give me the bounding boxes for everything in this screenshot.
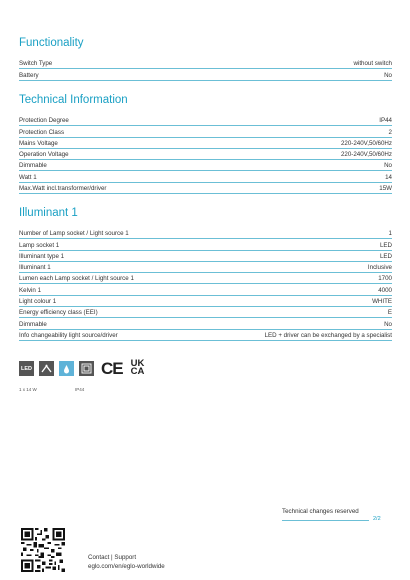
section-title-functionality: Functionality — [19, 37, 84, 49]
beam-angle-icon — [39, 361, 54, 376]
led-icon-label: LED — [21, 365, 32, 372]
table-row — [19, 228, 392, 239]
section-title-illuminant: Illuminant 1 — [19, 207, 78, 219]
row-value: LED — [379, 241, 392, 249]
page-number: 2/2 — [373, 516, 381, 522]
ip-caption: IP44 — [75, 387, 85, 392]
row-label: Kelvin 1 — [19, 286, 42, 294]
table-row — [19, 251, 392, 262]
row-label: Number of Lamp socket / Light source 1 — [19, 230, 129, 238]
table-row — [19, 330, 392, 341]
row-label: Battery — [19, 71, 39, 79]
row-label: Illuminant 1 — [19, 264, 51, 272]
row-value: 15W — [379, 185, 392, 193]
table-row — [19, 239, 392, 250]
row-value: LED + driver can be exchanged by a specialist — [264, 331, 392, 339]
row-label: Operation Voltage — [19, 151, 69, 159]
row-label: Protection Degree — [19, 117, 69, 125]
technical-information-table — [19, 115, 392, 194]
illuminant-table — [19, 228, 392, 341]
table-row — [19, 58, 392, 69]
row-value: LED — [379, 252, 392, 260]
row-value: 14 — [385, 173, 392, 181]
table-row — [19, 126, 392, 137]
row-value: 1 — [388, 230, 392, 238]
table-row — [19, 115, 392, 126]
row-value: No — [384, 71, 392, 79]
table-row — [19, 69, 392, 80]
table-row — [19, 160, 392, 171]
row-value: Inclusive — [367, 264, 392, 272]
footer-divider — [282, 520, 369, 521]
qr-code-icon[interactable] — [21, 528, 65, 572]
ukca-mark-icon — [131, 360, 145, 376]
contact-support-label: Contact | Support — [88, 554, 137, 561]
ukca-top: UK — [130, 358, 145, 369]
row-value: 4000 — [378, 286, 392, 294]
water-drop-glyph — [61, 363, 72, 375]
table-row — [19, 284, 392, 295]
row-label: Info changeability light source/driver — [19, 331, 118, 339]
technical-changes-note: Technical changes reserved — [282, 508, 359, 515]
table-row — [19, 149, 392, 160]
row-value: IP44 — [379, 117, 392, 125]
table-row — [19, 171, 392, 182]
table-row — [19, 138, 392, 149]
feature-icons-row — [19, 360, 144, 376]
row-label: Illuminant type 1 — [19, 252, 65, 260]
row-label: Light colour 1 — [19, 298, 57, 306]
row-value: 1700 — [378, 275, 392, 283]
table-row — [19, 307, 392, 318]
row-value: WHITE — [372, 298, 392, 306]
row-label: Watt 1 — [19, 173, 37, 181]
row-value: 2 — [388, 128, 392, 136]
water-drop-icon — [59, 361, 74, 376]
row-value: without switch — [353, 60, 392, 68]
row-value: No — [384, 320, 392, 328]
row-label: Max.Watt incl.transformer/driver — [19, 185, 107, 193]
section-title-technical-information: Technical Information — [19, 94, 128, 106]
contact-url-link[interactable]: eglo.com/en/eglo-worldwide — [88, 563, 165, 570]
row-label: Mains Voltage — [19, 139, 58, 147]
contact-block — [88, 553, 165, 571]
led-icon — [19, 361, 34, 376]
functionality-table — [19, 58, 392, 81]
row-label: Dimmable — [19, 162, 47, 170]
led-caption: 1 x 14 W — [19, 387, 37, 392]
ukca-bottom: CA — [130, 366, 145, 377]
double-square-glyph — [80, 362, 93, 375]
row-value: 220-240V,50/60Hz — [340, 139, 392, 147]
row-value: No — [384, 162, 392, 170]
table-row — [19, 318, 392, 329]
table-row — [19, 262, 392, 273]
row-value: E — [387, 309, 392, 317]
protection-class-2-icon — [79, 361, 94, 376]
row-label: Energy efficiency class (EEI) — [19, 309, 98, 317]
row-label: Protection Class — [19, 128, 65, 136]
table-row — [19, 296, 392, 307]
row-label: Dimmable — [19, 320, 47, 328]
row-value: 220-240V,50/60Hz — [340, 151, 392, 159]
beam-angle-glyph — [40, 362, 53, 375]
table-row — [19, 183, 392, 194]
ce-mark-icon: CE — [101, 359, 123, 378]
row-label: Switch Type — [19, 60, 53, 68]
row-label: Lumen each Lamp socket / Light source 1 — [19, 275, 134, 283]
table-row — [19, 273, 392, 284]
row-label: Lamp socket 1 — [19, 241, 60, 249]
